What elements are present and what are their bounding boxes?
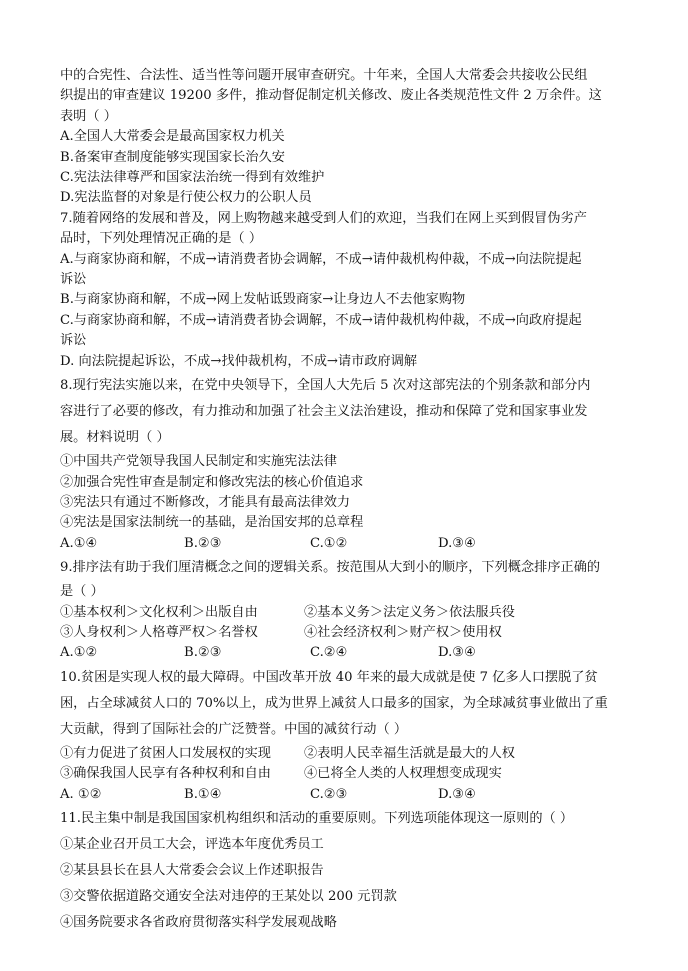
question-9-answers — [60, 643, 636, 663]
question-10 — [60, 666, 636, 805]
question-11-statement-2: ②某县县长在县人大常委会会议上作述职报告 — [60, 862, 324, 878]
question-9-statement-1: ①基本权利＞文化权利＞出版自由 — [60, 604, 258, 620]
question-8-stem-line: 8.现行宪法实施以来，在党中央领导下，全国人大先后 5 次对这部宪法的个别条款和部分内 — [60, 378, 591, 394]
exam-page — [60, 66, 636, 937]
question-9-statements-row — [60, 623, 636, 643]
question-8 — [60, 374, 636, 554]
question-8-statement-3: ③宪法只有通过不断修改，才能具有最高法律效力 — [60, 494, 351, 510]
question-6-stem-line: 表明（ ） — [60, 108, 117, 124]
question-10-answers — [60, 785, 636, 805]
question-8-answers — [60, 534, 636, 554]
question-7-option-d: D. 向法院提起诉讼，不成→找仲裁机构，不成→请市政府调解 — [60, 353, 418, 369]
question-7-stem-line: 7.随着网络的发展和普及，网上购物越来越受到人们的欢迎，当我们在网上买到假冒伪劣产 — [60, 210, 587, 226]
question-6-option-a: A.全国人大常委会是最高国家权力机关 — [60, 129, 285, 145]
question-11-statement-1: ①某企业召开员工大会，评选本年度优秀员工 — [60, 836, 324, 852]
question-11-stem-line: 11.民主集中制是我国国家机构组织和活动的重要原则。下列选项能体现这一原则的（ ） — [60, 810, 574, 826]
question-6-option-b: B.备案审查制度能够实现国家长治久安 — [60, 149, 285, 165]
question-10-statement-4: ④已将全人类的人权理想变成现实 — [304, 766, 502, 782]
question-8-stem-line: 容进行了必要的修改，有力推动和加强了社会主义法治建设，推动和保障了党和国家事业发 — [60, 404, 588, 420]
question-8-statement-4: ④宪法是国家法制统一的基础，是治国安邦的总章程 — [60, 515, 364, 531]
question-6 — [60, 66, 636, 209]
question-7-stem-line: 品时，下列处理情况正确的是（ ） — [60, 231, 263, 247]
question-7-option-a-cont: 诉讼 — [60, 272, 87, 288]
question-8-answer-c: C.①② — [310, 535, 348, 551]
question-10-statements-row — [60, 764, 636, 784]
question-9-statement-4: ④社会经济权利＞财产权＞使用权 — [304, 624, 502, 640]
question-7-option-c-cont: 诉讼 — [60, 333, 87, 349]
question-10-answer-d: D.③④ — [438, 786, 476, 802]
question-8-answer-d: D.③④ — [438, 535, 476, 551]
question-7-option-c: C.与商家协商和解，不成→请消费者协会调解，不成→请仲裁机构仲裁，不成→向政府提起 — [60, 312, 582, 328]
question-6-stem-line: 中的合宪性、合法性、适当性等问题开展审查研究。十年来，全国人大常委会共接收公民组 — [60, 68, 588, 83]
question-8-stem-line: 展。材料说明（ ） — [60, 430, 170, 446]
question-11 — [60, 807, 636, 935]
question-10-statements-row — [60, 744, 636, 764]
question-8-statement-1: ①中国共产党领导我国人民制定和实施宪法法律 — [60, 454, 337, 470]
question-6-option-d: D.宪法监督的对象是行使公权力的公职人员 — [60, 190, 312, 206]
question-10-stem-line: 大贡献，得到了国际社会的广泛赞誉。中国的减贫行动（ ） — [60, 721, 408, 737]
question-9-answer-a: A.①② — [60, 645, 98, 661]
question-8-answer-a: A.①④ — [60, 535, 98, 551]
question-9-stem-line: 是（ ） — [60, 584, 104, 600]
question-9-statement-3: ③人身权利＞人格尊严权＞名誉权 — [60, 624, 258, 640]
question-7 — [60, 209, 636, 372]
question-11-statement-4: ④国务院要求各省政府贯彻落实科学发展观战略 — [60, 914, 337, 930]
question-9-statements-row — [60, 603, 636, 623]
question-6-option-c: C.宪法法律尊严和国家法治统一得到有效维护 — [60, 170, 325, 186]
question-8-statement-2: ②加强合宪性审查是制定和修改宪法的核心价值追求 — [60, 474, 364, 490]
question-10-statement-2: ②表明人民幸福生活就是最大的人权 — [304, 745, 515, 761]
question-10-statement-1: ①有力促进了贫困人口发展权的实现 — [60, 745, 271, 761]
question-10-answer-c: C.②③ — [310, 786, 348, 802]
question-7-option-a: A.与商家协商和解，不成→请消费者协会调解，不成→请仲裁机构仲裁，不成→向法院提起 — [60, 251, 582, 267]
question-10-stem-line: 困，占全球减贫人口的 70%以上，成为世界上减贫人口最多的国家，为全球减贫事业做出了重 — [60, 695, 608, 711]
question-10-answer-b: B.①④ — [184, 786, 222, 802]
question-9-answer-b: B.②③ — [184, 645, 222, 661]
question-8-answer-b: B.②③ — [184, 535, 222, 551]
question-9 — [60, 556, 636, 664]
question-9-statement-2: ②基本义务＞法定义务＞依法服兵役 — [304, 604, 515, 620]
question-10-answer-a: A. ①② — [60, 786, 102, 802]
question-9-answer-c: C.②④ — [310, 645, 348, 661]
question-9-stem-line: 9.排序法有助于我们厘清概念之间的逻辑关系。按范围从大到小的顺序，下列概念排序正确的 — [60, 560, 601, 576]
question-11-statement-3: ③交警依据道路交通安全法对违停的王某处以 200 元罚款 — [60, 888, 397, 904]
question-10-stem-line: 10.贫困是实现人权的最大障碍。中国改革开放 40 年来的最大成就是使 7 亿多人口摆脱了贫 — [60, 669, 598, 685]
question-10-statement-3: ③确保我国人民享有各种权利和自由 — [60, 766, 271, 782]
question-9-answer-d: D.③④ — [438, 645, 476, 661]
question-6-stem-line: 织提出的审查建议 19200 多件，推动督促制定机关修改、废止各类规范性文件 2 万余件。这 — [60, 88, 602, 104]
question-7-option-b: B.与商家协商和解，不成→网上发帖诋毁商家→让身边人不去他家购物 — [60, 292, 466, 308]
